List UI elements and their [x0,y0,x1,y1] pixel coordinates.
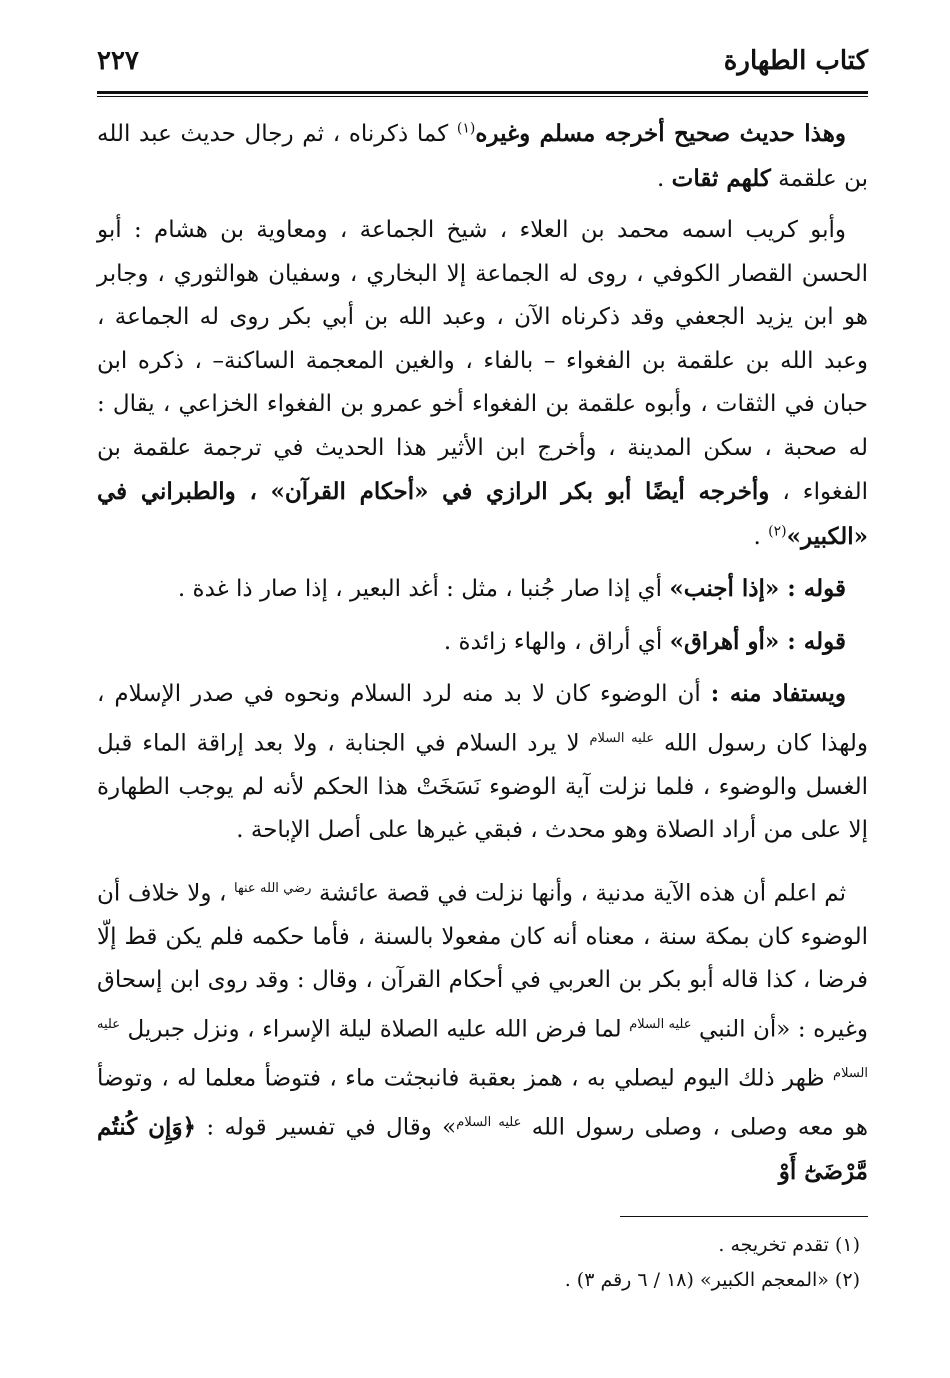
bold-phrase: قوله : «أو أهراق» [669,627,846,655]
chapter-title: كتاب الطهارة [723,46,868,76]
bold-phrase: وهذا حديث صحيح أخرجه مسلم وغيره [475,120,846,147]
bold-phrase: قوله : «إذا أجنب» [669,575,846,602]
footnote-2: (٢) «المعجم الكبير» (١٨ / ٦ رقم ٣) . [564,1269,860,1291]
footnote-ref-1[interactable]: (١) [456,120,476,137]
paragraph-3 [97,567,868,612]
footnote-1: (١) تقدم تخريجه . [718,1234,860,1256]
text-run: أن الوضوء كان لا بد منه لرد السلام ونحوه في صدر الإسلام ، ولهذا كان رسول الله [97,681,868,757]
text-run: ظهر ذلك اليوم ليصلي به ، همز بعقبة فانبجثت ماء ، فتوضأ معلما له ، وتوضأ هو معه وصلى ، وصلى رسول الله [97,1065,869,1141]
page-header [97,40,868,92]
honorific-glyph: رضي الله عنها [234,880,312,896]
page-number: ٢٢٧ [97,46,139,76]
honorific-glyph: عليه السلام [97,1016,868,1081]
paragraph-4 [97,620,868,665]
text-run: لما فرض الله عليه الصلاة ليلة الإسراء ، ونزل جبريل [119,1016,630,1043]
header-divider [97,91,868,97]
text-run: ثم اعلم أن هذه الآية مدنية ، وأنها نزلت في قصة عائشة [311,880,846,907]
paragraph-5 [97,672,868,853]
paragraph-6 [97,867,868,1195]
text-run: . [657,165,672,192]
main-text [97,112,868,1195]
footnotes [97,1228,868,1298]
text-run: وأبو كريب اسمه محمد بن العلاء ، شيخ الجماعة ، ومعاوية بن هشام : أبو الحسن القصار الكوفي ، روى له الجماعة إلا البخاري ، وسفيان هوالثوري ، وجابر هو ابن يزيد الجعفي وقد ذكرناه الآن ، وعبد الله بن أبي بكر روى له الجماعة ، وعبد الله بن علقمة بن الفغواء – بالفاء ، والغين المعجمة الساكنة– ، ذكره ابن حبان في الثقات ، وأبوه علقمة بن الفغواء أخو عمرو بن الفغواء الخزاعي ، يقال : له صحبة ، سكن المدينة ، وأخرج ابن الأثير هذا الحديث في ترجمة علقمة بن الفغواء ، [97,217,868,505]
paragraph-2 [97,209,868,559]
bold-phrase: ويستفاد منه : [710,680,846,707]
text-run: » وقال في تفسير قوله : [196,1114,457,1141]
text-run: ، ولا خلاف أن الوضوء كان بمكة سنة ، معناه أنه كان مفعولا بالسنة ، فأما حكمه فلم يكن قط إلّا فرضا ، كذا قاله أبو بكر بن العربي في أحكام القرآن ، وقال : وقد روى ابن إسحاق وغيره : «أن النبي [97,880,868,1043]
paragraph-1 [97,112,868,201]
text-run: أي إذا صار جُنبا ، مثل : أغد البعير ، إذا صار ذا غدة . [177,576,670,602]
honorific-glyph: عليه السلام [589,730,655,746]
footnote-ref-2[interactable]: (٢) [768,522,787,539]
bold-phrase: وأخرجه أيضًا أبو بكر الرازي في «أحكام القرآن» ، والطبراني في «الكبير» [97,478,868,550]
bold-phrase: كلهم ثقات [671,164,771,192]
honorific-glyph: عليه السلام [629,1016,692,1032]
text-run: أي أراق ، والهاء زائدة . [443,628,670,655]
footnote-divider [620,1216,868,1217]
text-run: . [753,523,769,550]
text-run: لا يرد السلام في الجنابة ، ولا بعد إراقة الماء قبل الغسل والوضوء ، فلما نزلت آية الوضوء نَسَخَتْ هذا الحكم لأنه لم يوجب الطهارة إلا على من أراد الصلاة وهو محدث ، فبقي غيرها على أصل الإباحة . [97,730,868,844]
honorific-glyph: عليه السلام [456,1115,522,1131]
text-run: كما ذكرناه ، ثم رجال حديث عبد الله بن علقمة [97,121,868,192]
quran-verse: ﴿وَإِن كُنتُم مَّرْضَىٰٓ أَوْ [97,1113,868,1186]
